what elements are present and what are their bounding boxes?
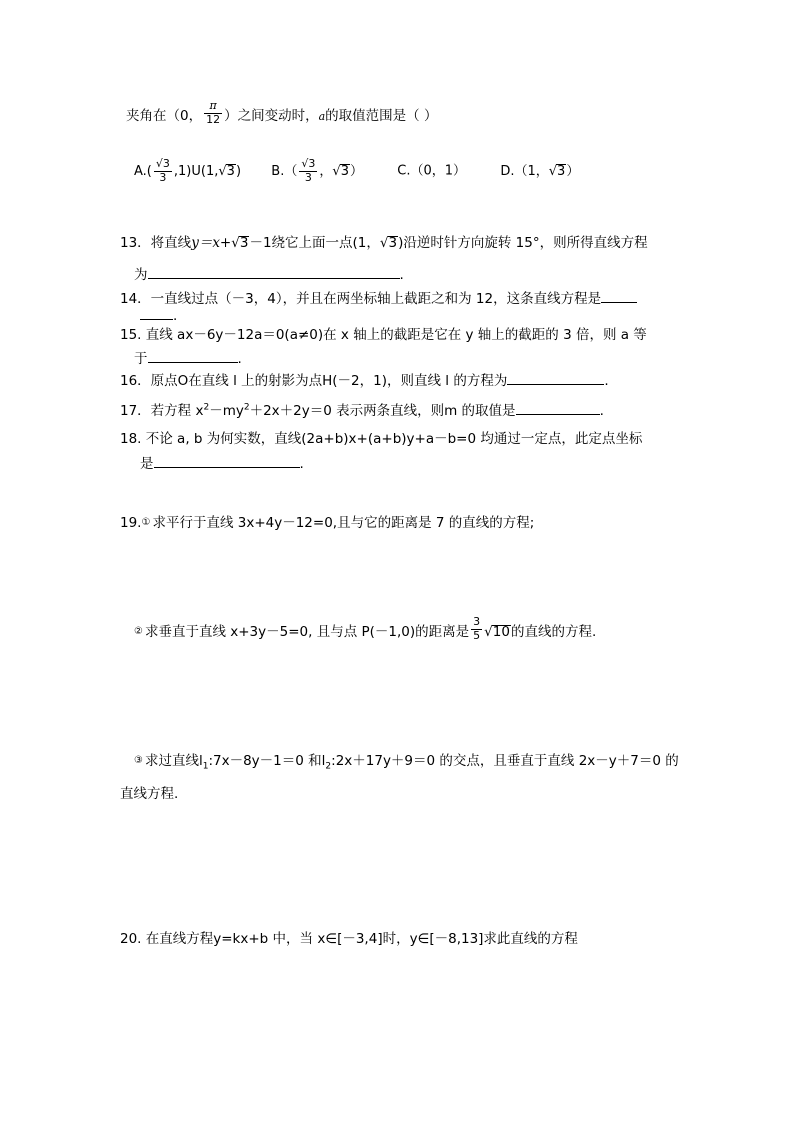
q12-stem-pre: 夹角在（0， (126, 108, 203, 125)
sqrt-10: √10 (484, 624, 510, 641)
answer-blank[interactable] (601, 290, 637, 303)
q12-stem (126, 99, 438, 126)
q15-line1: 15. 直线 ax－6y－12a＝0(a≠0)在 x 轴上的截距是它在 y 轴上的截距的 3 倍，则 a 等 (120, 327, 647, 343)
q19-part2: ② 求垂直于直线 x+3y－5=0, 且与点 P(－1,0)的距离是 $\frac{3}{5}$ √10的直线的方程. (134, 615, 597, 642)
q20-line: 20. 在直线方程y=kx+b 中，当 x∈[－3,4]时，y∈[－8,13]求此直线的方程 (120, 931, 578, 947)
answer-blank[interactable] (154, 455, 300, 468)
sqrt-3: √3 (379, 235, 398, 251)
sqrt-3: √3 (548, 163, 566, 179)
sqrt-3: √3 (218, 163, 235, 179)
q13-line2: 为 . (134, 267, 404, 283)
var-a: a (318, 110, 326, 124)
option-b: B.（ $\frac{√3}{3}$ ，√3） (271, 157, 363, 184)
q14-line1: 14．一直线过点（－3，4），并且在两坐标轴上截距之和为 12，这条直线方程是 (120, 290, 637, 307)
option-d: D.（1，√3） (500, 163, 580, 179)
q17-line: 17．若方程 $x^2-my^2+2x+2y=0$ 表示两条直线，则m 的取值是 . (120, 402, 604, 419)
answer-blank[interactable] (148, 350, 238, 363)
q19-part3-line2: 直线方程. (120, 786, 179, 802)
sqrt-3: √3 (231, 235, 249, 251)
fraction-sqrt3-over-3: $\frac{√3}{3}$ (155, 157, 170, 184)
option-a: A.( $\frac{√3}{3}$ ,1)U(1,√3) (134, 157, 242, 184)
q19-part1: 19.① 求平行于直线 3x+4y－12=0,且与它的距离是 7 的直线的方程; (120, 515, 535, 531)
fraction-pi-12: $\frac{\pi}{12}$ (206, 99, 221, 126)
circled-number-1: ① (141, 517, 151, 528)
sqrt-3: √3 (332, 163, 349, 179)
circled-number-2: ② (134, 626, 143, 638)
circled-number-3: ③ (134, 755, 143, 766)
q15-line2: 于 . (134, 351, 242, 367)
answer-blank[interactable] (507, 372, 604, 385)
q14-line2: . (140, 307, 177, 324)
answer-blank[interactable] (516, 402, 600, 415)
answer-blank[interactable] (148, 266, 400, 279)
q18-line1: 18. 不论 a, b 为何实数，直线(2a+b)x+(a+b)y+a－b=0 均通过一定点，此定点坐标 (120, 431, 643, 447)
option-c: C.（0，1） (397, 163, 467, 179)
q13-line1: 13．将直线y＝x+√3－1绕它上面一点(1，√3)沿逆时针方向旋转 15°，则所得直线方程 (120, 235, 648, 251)
q18-line2: 是 . (140, 456, 304, 472)
fraction-sqrt3-over-3: $\frac{√3}{3}$ (301, 157, 316, 184)
q16-line: 16．原点O在直线 l 上的射影为点H(－2，1)，则直线 l 的方程为 . (120, 373, 609, 389)
q12-options (134, 158, 579, 184)
q12-stem-end: 的取值范围是（ ） (325, 108, 438, 125)
answer-blank[interactable] (140, 307, 173, 320)
q12-stem-post: ）之间变动时， (224, 108, 319, 125)
q19-part3-line1: ③ 求过直线$l_1:7x-8y-1=0$ 和$l_2:2x+17y+9=0$ 的交点，且垂直于直线 2x－y＋7＝0 的 (134, 753, 679, 772)
fraction-3-over-5: $\frac{3}{5}$ (473, 615, 481, 642)
